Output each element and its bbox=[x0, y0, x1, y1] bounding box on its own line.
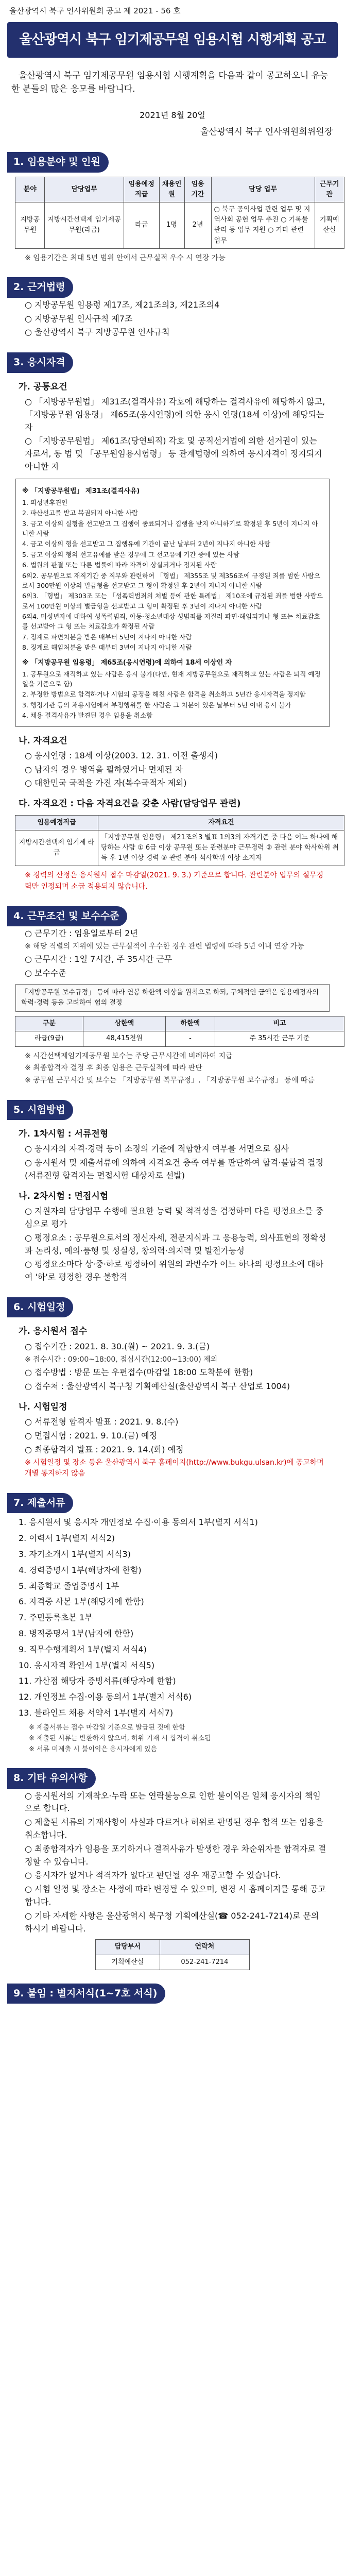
list-note: ※ 공무원 근무시간 및 보수는 「지방공무원 복무규정」, 「지방공무원 보수규정」 등에 따름 bbox=[25, 1076, 315, 1084]
list-item: ○ 지방공무원 인사규칙 제7조 bbox=[25, 313, 133, 324]
list-item: ○ 대한민국 국적을 가진 자(복수국적자 제외) bbox=[25, 778, 187, 788]
document-note: ※ 서류 미제출 시 불이익은 응시자에게 있음 bbox=[29, 1745, 158, 1754]
document-item: 11. 가산점 해당자 증빙서류(해당자에 한함) bbox=[19, 1676, 176, 1686]
list-note: ※ 해당 직렬의 지위에 있는 근무실적이 우수한 경우 관련 법령에 따라 5년 이내 연장 가능 bbox=[25, 942, 304, 951]
box-line: 4. 금고 이상의 형을 선고받고 그 집행유예 기간이 끝난 날부터 2년이 지나지 아니한 사람 bbox=[22, 540, 271, 548]
section-6 bbox=[7, 1297, 338, 1480]
table-header: 임용예정직급 bbox=[15, 815, 98, 830]
box-line: 6의4. 미성년자에 대하여 성폭력범죄, 아동·청소년대상 성범죄를 저질러 파면·해임되거나 형 또는 치료감호를 선고받아 그 형 또는 치료감호가 확정된 사람 bbox=[22, 613, 320, 631]
table-row bbox=[15, 1031, 344, 1046]
list-item: ○ 시험 일정 및 장소는 사정에 따라 변경될 수 있으며, 변경 시 홈페이지를 통해 공고합니다. bbox=[25, 1884, 326, 1907]
schedule-note: ※ 시험일정 및 장소 등은 울산광역시 북구 홈페이지(http://www.bukgu.ulsan.kr)에 공고하며 개별 통지하지 않음 bbox=[25, 1458, 324, 1478]
table-cell: 052-241-7214 bbox=[160, 1955, 249, 1970]
position-table bbox=[15, 177, 344, 249]
box-line: 2. 부정한 방법으로 합격하거나 시험의 공정을 해친 사람은 합격을 취소하고 5년간 응시자격을 정지함 bbox=[22, 690, 306, 699]
section-heading: 8. 기타 유의사항 bbox=[7, 1768, 96, 1788]
list-item: ○ 근무시간 : 1일 7시간, 주 35시간 근무 bbox=[25, 954, 173, 964]
list-item: ○ 접수처 : 울산광역시 북구청 기획예산실(울산광역시 북구 산업로 1004) bbox=[25, 1381, 290, 1392]
list-item: ○ 제출된 서류의 기재사항이 사실과 다르거나 허위로 판명된 경우 합격 또는 임용을 취소합니다. bbox=[25, 1817, 323, 1840]
document-item: 1. 응시원서 및 응시자 개인정보 수집·이용 동의서 1부(별지 서식1) bbox=[19, 1517, 258, 1528]
table-row bbox=[96, 1955, 250, 1970]
section-heading: 9. 붙임 : 별지서식(1~7호 서식) bbox=[7, 1984, 165, 2004]
table-cell: 기획예산실 bbox=[315, 202, 344, 249]
box-line: 2. 파산선고를 받고 복권되지 아니한 사람 bbox=[22, 509, 138, 517]
list-item: ○ 최종합격자가 임용을 포기하거나 결격사유가 발생한 경우 차순위자를 합격자로 결정할 수 있습니다. bbox=[25, 1843, 326, 1867]
section-7 bbox=[7, 1493, 338, 1755]
document-item: 7. 주민등록초본 1부 bbox=[19, 1613, 93, 1623]
list-item: ○ 「지방공무원법」 제61조(당연퇴직) 각호 및 공직선거법에 의한 선거권이 있는 자로서, 동 법 및 「공무원임용시험령」 등 관계법령에 의하여 응시자격이 정지되지 아니한 자 bbox=[25, 436, 322, 471]
table-cell: 주 35시간 근무 기준 bbox=[215, 1031, 344, 1046]
list-item: ○ 접수방법 : 방문 또는 우편접수(마감일 18:00 도착분에 한함) bbox=[25, 1367, 253, 1378]
list-note: ※ 최종합격자 결정 후 최종 임용은 근무실적에 따라 판단 bbox=[25, 1064, 202, 1073]
table-cell: ○ 북구 공익사업 관련 업무 및 지역사회 공헌 업무 추진 ○ 기록물 관리 등 업무 지원 ○ 기타 관련 업무 bbox=[211, 202, 315, 249]
list-item: ○ 기타 자세한 사항은 울산광역시 북구청 기획예산실(☎ 052-241-7214)로 문의하시기 바랍니다. bbox=[25, 1910, 319, 1934]
list-item: ○ 근무기간 : 임용일로부터 2년 bbox=[25, 928, 138, 938]
announce-date: 2021년 8월 20일 bbox=[140, 110, 205, 121]
box-line: 6. 법원의 판결 또는 다른 법률에 따라 자격이 상실되거나 정지된 사람 bbox=[22, 561, 217, 569]
list-item: ○ 응시자가 없거나 적격자가 없다고 판단될 경우 재공고할 수 있습니다. bbox=[25, 1870, 281, 1880]
table-cell: 1명 bbox=[159, 202, 184, 249]
section-heading: 2. 근거법령 bbox=[7, 277, 73, 297]
document-item: 5. 최종학교 졸업증명서 1부 bbox=[19, 1581, 119, 1591]
sub-heading: 나. 시험일정 bbox=[19, 1401, 67, 1412]
table-header: 근무기관 bbox=[315, 177, 344, 202]
section-heading: 3. 응시자격 bbox=[7, 352, 73, 372]
box-title: ※ 「지방공무원법」 제31조(결격사유) bbox=[22, 487, 140, 495]
section-4 bbox=[7, 906, 338, 1087]
section-8 bbox=[7, 1768, 338, 1970]
list-note: ※ 시간선택제임기제공무원 보수는 주당 근무시간에 비례하여 지급 bbox=[25, 1052, 233, 1060]
table-cell: - bbox=[166, 1031, 215, 1046]
table-header: 임용 기간 bbox=[184, 177, 211, 202]
list-item: ○ 울산광역시 북구 지방공무원 인사규칙 bbox=[25, 327, 170, 337]
box-line: 6의2. 공무원으로 재직기간 중 직무와 관련하여 「형법」 제355조 및 제356조에 규정된 죄를 범한 사람으로서 300만원 이상의 벌금형을 선고받고 그 형이 확정된 후 2년이 지나지 아니한 사람 bbox=[22, 571, 320, 589]
list-item: ○ 응시원서의 기재착오·누락 또는 연락불능으로 인한 불이익은 일체 응시자의 책임으로 합니다. bbox=[25, 1790, 321, 1814]
table-note: ※ 임용기간은 최대 5년 범위 안에서 근무실적 우수 시 연장 가능 bbox=[25, 253, 226, 262]
section-3 bbox=[7, 352, 338, 892]
sub-heading: 가. 응시원서 접수 bbox=[19, 1326, 88, 1337]
document-item: 9. 직무수행계획서 1부(별지 서식4) bbox=[19, 1644, 147, 1654]
table-header: 연락처 bbox=[160, 1940, 249, 1955]
top-note: 울산광역시 북구 인사위원회 공고 제 2021 - 56 호 bbox=[9, 6, 181, 15]
qualification-note: ※ 경력의 산정은 응시원서 접수 마감일(2021. 9. 3.) 기준으로 합니다. 관련분야 업무의 실무경력만 인정되며 소급 적용되지 않습니다. bbox=[25, 871, 324, 891]
table-header: 분야 bbox=[15, 177, 45, 202]
list-item: ○ 평정요소마다 상·중·하로 평정하여 위원의 과반수가 어느 하나의 평정요소에 대하여 '하'로 평정한 경우 불합격 bbox=[25, 1259, 323, 1282]
table-cell: 「지방공무원 임용령」 제21조의3 별표 1의3의 자격기준 중 다음 어느 하나에 해당하는 사람 ① 6급 이상 공무원 또는 관련분야 근무경력 ② 관련 분야 학사학위 취득 후 1년 이상 경력 ③ 관련 분야 석사학위 이상 소지자 bbox=[98, 830, 344, 866]
section-heading: 7. 제출서류 bbox=[7, 1493, 73, 1513]
table-cell: 지방시간선택제 임기제공무원(라급) bbox=[45, 202, 124, 249]
intro: 울산광역시 북구 임기제공무원 임용시험 시행계획을 다음과 같이 공고하오니 유능한 분들의 많은 응모를 바랍니다. bbox=[11, 70, 329, 94]
table-header: 상한액 bbox=[83, 1016, 165, 1031]
table-header: 비고 bbox=[215, 1016, 344, 1031]
list-item: ○ 응시원서 및 제출서류에 의하여 자격요건 충족 여부를 판단하여 합격·불합격 결정(서류전형 합격자는 면접시험 대상자로 선발) bbox=[25, 1158, 323, 1181]
section-9 bbox=[7, 1984, 338, 2004]
table-row bbox=[15, 830, 344, 866]
table-header: 담당 업무 bbox=[211, 177, 315, 202]
list-item: ○ 응시연령 : 18세 이상(2003. 12. 31. 이전 출생자) bbox=[25, 750, 218, 760]
sub-heading: 나. 2차시험 : 면접시험 bbox=[19, 1191, 109, 1201]
table-cell: 지방공무원 bbox=[15, 202, 45, 249]
section-heading: 6. 시험일정 bbox=[7, 1297, 73, 1317]
pay-table bbox=[15, 1016, 344, 1046]
table-cell: 지방시간선택제 임기제 라급 bbox=[15, 830, 98, 866]
table-header: 구분 bbox=[15, 1016, 83, 1031]
section-heading: 4. 근무조건 및 보수수준 bbox=[7, 906, 127, 926]
document-item: 10. 응시자격 확인서 1부(별지 서식5) bbox=[19, 1660, 155, 1670]
box-line: 1. 피성년후견인 bbox=[22, 498, 68, 506]
list-item: ○ 접수기간 : 2021. 8. 30.(월) ~ 2021. 9. 3.(금) bbox=[25, 1341, 210, 1351]
document-item: 13. 블라인드 채용 서약서 1부(별지 서식7) bbox=[19, 1707, 174, 1718]
list-item: ○ 「지방공무원법」 제31조(결격사유) 각호에 해당하는 결격사유에 해당하지 않고, 「지방공무원 임용령」 제65조(응시연령)에 의한 응시 연령(18세 이상)에 해당되는 자 bbox=[25, 396, 325, 432]
box-line: 8. 징계로 해임처분을 받은 때부터 3년이 지나지 아니한 사람 bbox=[22, 643, 192, 652]
box-line: 6의3. 「형법」 제303조 또는 「성폭력범죄의 처벌 등에 관한 특례법」 제10조에 규정된 죄를 범한 사람으로서 100만원 이상의 벌금형을 선고받고 그 형이 확정된 후 3년이 지나지 아니한 사람 bbox=[22, 592, 323, 610]
table-header: 담당부서 bbox=[96, 1940, 160, 1955]
document-item: 4. 경력증명서 1부(해당자에 한함) bbox=[19, 1565, 142, 1575]
sub-heading: 다. 자격요건 : 다음 자격요건을 갖춘 사람(담당업무 관련) bbox=[19, 799, 241, 809]
box-line: 5. 금고 이상의 형의 선고유예를 받은 경우에 그 선고유예 기간 중에 있는 사람 bbox=[22, 550, 239, 558]
table-header: 임용예정 직급 bbox=[124, 177, 159, 202]
list-item: ○ 지원자의 담당업무 수행에 필요한 능력 및 적격성을 검정하며 다음 평정요소를 중심으로 평가 bbox=[25, 1206, 323, 1229]
document-item: 8. 병적증명서 1부(남자에 한함) bbox=[19, 1628, 134, 1638]
document-item: 3. 자기소개서 1부(별지 서식3) bbox=[19, 1549, 131, 1559]
list-item: ○ 서류전형 합격자 발표 : 2021. 9. 8.(수) bbox=[25, 1417, 179, 1427]
document-item: 2. 이력서 1부(별지 서식2) bbox=[19, 1533, 115, 1544]
section-heading: 5. 시험방법 bbox=[7, 1100, 73, 1120]
box-title: ※ 「지방공무원 임용령」 제65조(응시연령)에 의하여 18세 이상인 자 bbox=[22, 658, 232, 667]
contact-table bbox=[95, 1939, 250, 1970]
sub-heading: 나. 자격요건 bbox=[19, 735, 67, 746]
box-line: 7. 징계로 파면처분을 받은 때부터 5년이 지나지 아니한 사람 bbox=[22, 633, 192, 641]
table-row bbox=[15, 202, 344, 249]
list-item: ○ 평정요소 : 공무원으로서의 정신자세, 전문지식과 그 응용능력, 의사표현의 정확성과 논리성, 예의·품행 및 성실성, 창의력·의지력 및 발전가능성 bbox=[25, 1232, 326, 1256]
list-item: ○ 최종합격자 발표 : 2021. 9. 14.(화) 예정 bbox=[25, 1444, 184, 1454]
table-cell: 라급(9급) bbox=[15, 1031, 83, 1046]
document-item: 6. 자격증 사본 1부(해당자에 한함) bbox=[19, 1597, 144, 1607]
list-note: ※ 접수시간 : 09:00~18:00, 점심시간(12:00~13:00) 제외 bbox=[25, 1355, 218, 1364]
table-cell: 라급 bbox=[124, 202, 159, 249]
list-item: ○ 지방공무원 임용령 제17조, 제21조의3, 제21조의4 bbox=[25, 299, 220, 310]
table-cell: 기획예산실 bbox=[96, 1955, 160, 1970]
box-line: 3. 행정기관 등의 채용시험에서 부정행위를 한 사람은 그 처분이 있은 날부터 5년 이내 응시 불가 bbox=[22, 701, 291, 709]
table-header: 하한액 bbox=[166, 1016, 215, 1031]
disqualification-box bbox=[15, 479, 330, 727]
list-item: ○ 보수수준 bbox=[25, 968, 66, 978]
section-2 bbox=[7, 277, 338, 339]
table-cell: 2년 bbox=[184, 202, 211, 249]
qualification-table bbox=[15, 815, 344, 867]
document-item: 12. 개인정보 수집·이용 동의서 1부(별지 서식6) bbox=[19, 1692, 192, 1702]
section-heading: 1. 임용분야 및 인원 bbox=[7, 152, 109, 172]
document-note: ※ 제출서류는 접수 마감일 기준으로 발급된 것에 한함 bbox=[29, 1723, 185, 1732]
box-line: 4. 채용 결격사유가 발견된 경우 임용을 취소함 bbox=[22, 711, 153, 720]
list-item: ○ 남자의 경우 병역을 필하였거나 면제된 자 bbox=[25, 764, 183, 774]
sub-heading: 가. 공통요건 bbox=[19, 381, 67, 392]
pay-text: 「지방공무원 보수규정」 등에 따라 연봉 하한액 이상을 원칙으로 하되, 구체적인 금액은 임용예정자의 학력·경력 등을 고려하여 협의 결정 bbox=[15, 984, 330, 1012]
box-line: 1. 공무원으로 재직하고 있는 사람은 응시 불가(다만, 현재 지방공무원으로 재직하고 있는 사람은 퇴직 예정일을 기준으로 함) bbox=[22, 670, 321, 688]
document-note: ※ 제출된 서류는 반환하지 않으며, 허위 기재 시 합격이 취소됨 bbox=[29, 1734, 211, 1742]
section-1 bbox=[7, 152, 338, 264]
box-line: 3. 금고 이상의 실형을 선고받고 그 집행이 종료되거나 집행을 받지 아니하기로 확정된 후 5년이 지나지 아니한 사람 bbox=[22, 519, 318, 537]
table-cell: 48,415천원 bbox=[83, 1031, 165, 1046]
table-header: 담당업무 bbox=[45, 177, 124, 202]
list-item: ○ 응시자의 자격·경력 등이 소정의 기준에 적합한지 여부를 서면으로 심사 bbox=[25, 1144, 289, 1154]
org-name: 울산광역시 북구 인사위원회위원장 bbox=[200, 127, 333, 138]
table-header: 채용인원 bbox=[159, 177, 184, 202]
table-header: 자격요건 bbox=[98, 815, 344, 830]
sub-heading: 가. 1차시험 : 서류전형 bbox=[19, 1129, 109, 1140]
list-item: ○ 면접시험 : 2021. 9. 10.(금) 예정 bbox=[25, 1430, 158, 1440]
section-5 bbox=[7, 1100, 338, 1284]
page-title: 울산광역시 북구 임기제공무원 임용시험 시행계획 공고 bbox=[7, 22, 338, 57]
